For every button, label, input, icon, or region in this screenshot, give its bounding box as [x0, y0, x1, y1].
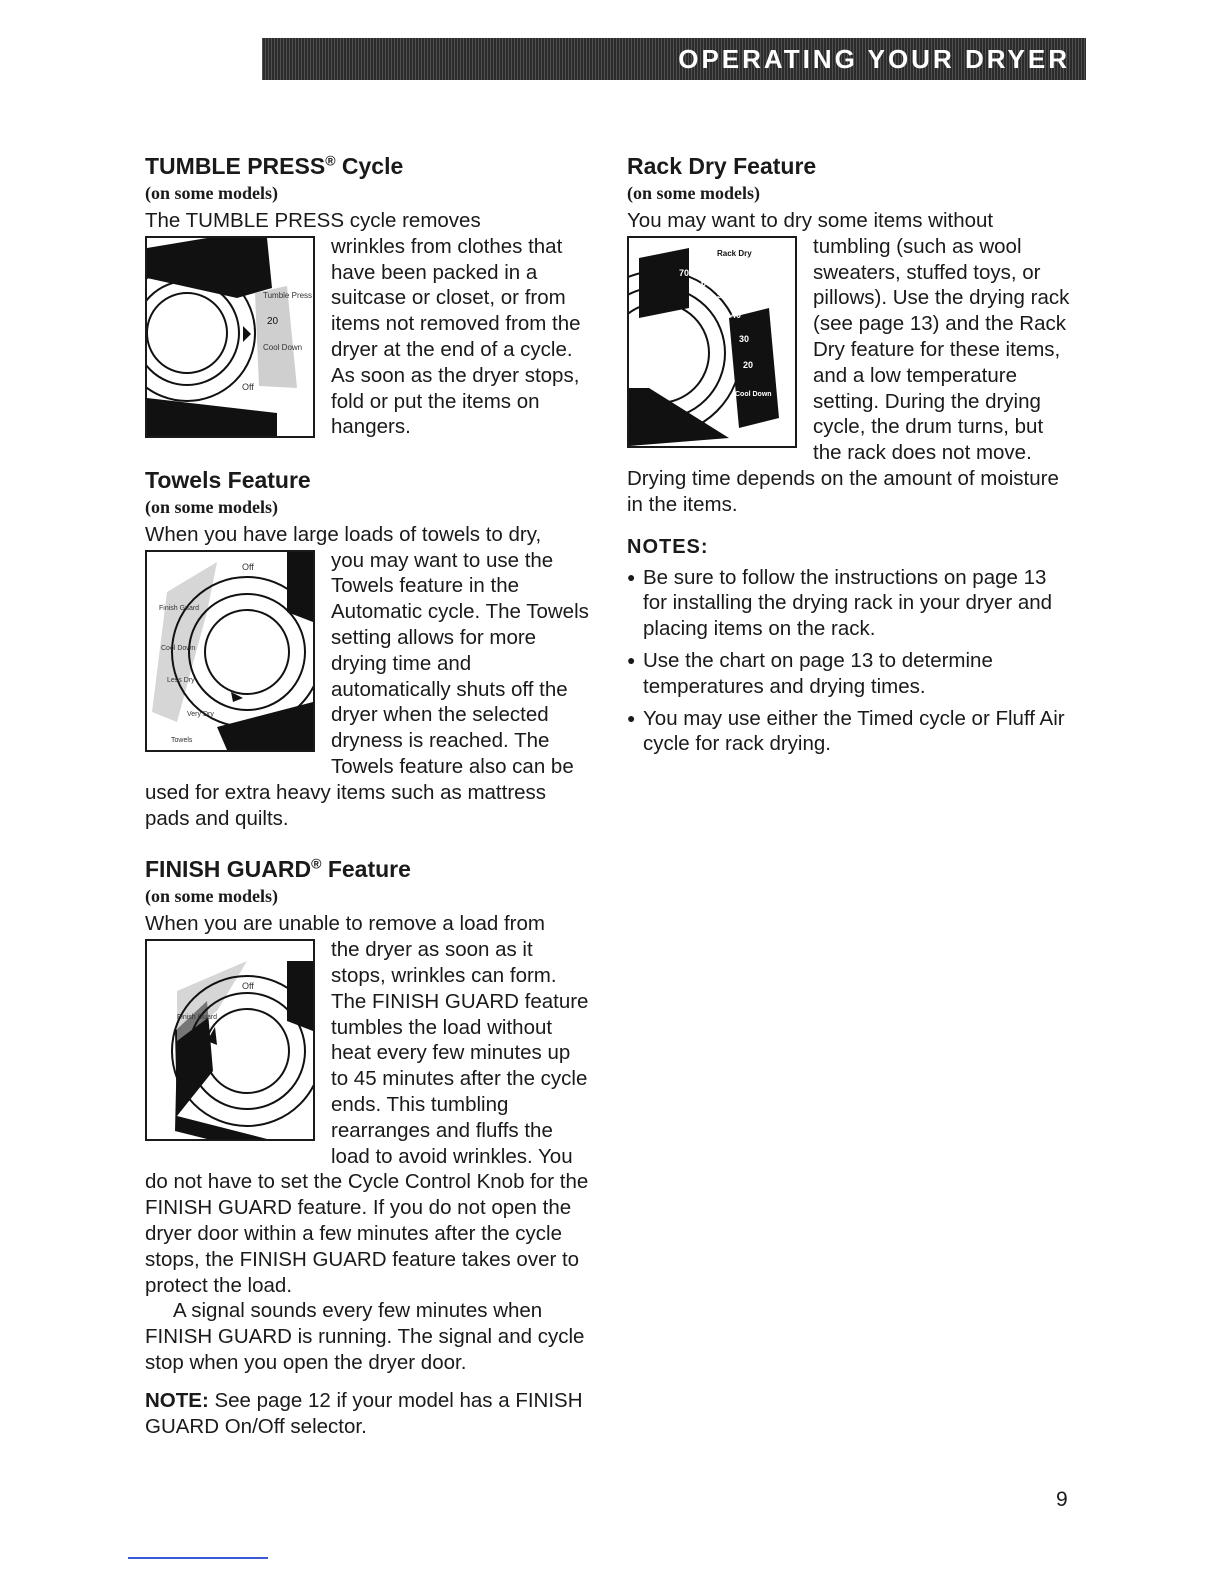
tumble-press-body: wrinkles from clothes that have been packed in a suitcase or closet, or from items not removed from the dryer at the end of a cycle. As soon as the dryer stops, fold or put the items on hangers. [331, 234, 581, 439]
bullet-icon: ● [627, 651, 636, 668]
dial-label-40: 40 [731, 309, 742, 320]
finish-guard-dial-illustration [145, 939, 315, 1141]
dial-label-off: Off [721, 412, 733, 422]
dial-label-very-dry: Very Dry [187, 710, 214, 718]
tumble-press-section [145, 150, 590, 442]
tumble-press-lead: The TUMBLE PRESS cycle removes [145, 209, 481, 232]
dial-label-70: 70 [679, 267, 690, 278]
tumble-press-subtitle: (on some models) [145, 183, 278, 203]
dial-label-20: 20 [743, 359, 754, 370]
note-item: ● Use the chart on page 13 to determine temperatures and drying times. [627, 648, 993, 698]
finish-guard-lead: When you are unable to remove a load from [145, 912, 545, 936]
dial-label-off: Off [242, 561, 254, 572]
tumble-press-dial-illustration [145, 236, 315, 438]
dial-label-off: Off [242, 381, 254, 392]
dial-label-cool-down: Cool Down [161, 644, 196, 652]
bullet-icon: ● [627, 709, 636, 726]
note-label: NOTE: [145, 1388, 209, 1412]
finish-guard-title: FINISH GUARD® Feature [145, 855, 411, 883]
towels-dial-illustration [145, 550, 315, 752]
rack-dry-section [627, 150, 1072, 757]
dial-label-finish-guard: Finish Guard [177, 1014, 218, 1022]
page-number: 9 [1056, 1488, 1068, 1511]
finish-guard-section [145, 853, 590, 1439]
dial-label-finish-guard: Finish Guard [159, 604, 200, 612]
left-column [145, 150, 590, 1461]
dial-label-cool-down: Cool Down [735, 390, 772, 398]
tumble-press-title: TUMBLE PRESS® Cycle [145, 152, 404, 179]
bullet-icon: ● [627, 568, 636, 585]
banner-title: OPERATING YOUR DRYER [678, 43, 1070, 74]
dial-label-towels: Towels [171, 736, 193, 744]
dial-label-60: 60 [701, 277, 712, 288]
dial-label-less-dry: Less Dry [167, 676, 195, 684]
towels-lead: When you have large loads of towels to dry, [145, 522, 542, 546]
towels-title: Towels Feature [145, 466, 311, 493]
towels-body: you may want to use the Towels feature in the Automatic cycle. The Towels setting allows for more drying time and automatically shuts off the dryer when the selected dryness is reached. The Towels feature also can be used for extra heavy items such as mattress pads and quilts. [145, 548, 589, 830]
notes-list [627, 565, 1072, 758]
finish-guard-subtitle: (on some models) [145, 886, 278, 907]
section-banner [262, 38, 1086, 80]
dial-label-off: Off [242, 981, 254, 992]
rack-dry-dial-illustration [627, 236, 797, 448]
finish-guard-body: the dryer as soon as it stops, wrinkles can form. The FINISH GUARD feature tumbles the load without heat every few minutes up to 45 minutes after the cycle ends. This tumbling rearranges and fluffs the load to avoid wrinkles. You do not have to set the Cycle Control Knob for the FINISH GUARD feature. If you do not open the dryer door within a few minutes after the cycle stops, the FINISH GUARD feature takes over to protect the load. [145, 938, 589, 1297]
rack-dry-title: Rack Dry Feature [627, 153, 817, 179]
note-text: See page 12 if your model has a FINISH GUARD On/Off selector. [145, 1388, 583, 1438]
note-item: ● You may use either the Timed cycle or Fluff Air cycle for rack drying. [627, 706, 1065, 756]
right-column [627, 150, 1072, 779]
towels-subtitle: (on some models) [145, 496, 278, 517]
towels-section [145, 464, 590, 832]
dial-label-rack-dry: Rack Dry [717, 248, 752, 258]
dial-label-50: 50 [717, 289, 728, 300]
rack-dry-lead: You may want to dry some items without [627, 209, 994, 232]
note-item: ● Be sure to follow the instructions on page 13 for installing the drying rack in your dryer and placing items on the rack. [627, 565, 1053, 641]
rack-dry-body: tumbling (such as wool sweaters, stuffed toys, or pillows). Use the drying rack (see page 13) and the Rack Dry feature for these items, and a low temperature setting. During the drying cycle, the drum turns, but the rack does not move. Drying time depends on the amount of moisture in the items. [627, 234, 1070, 516]
notes-heading: NOTES: [627, 535, 709, 558]
dial-label-30: 30 [739, 333, 750, 344]
finish-guard-signal-paragraph: A signal sounds every few minutes when FINISH GUARD is running. The signal and cycle stop when you open the dryer door. [145, 1299, 585, 1374]
dial-label-20: 20 [267, 315, 279, 327]
rack-dry-subtitle: (on some models) [627, 183, 760, 203]
footer-rule [128, 1557, 268, 1559]
dial-label-tumble-press: Tumble Press [263, 290, 313, 300]
finish-guard-note [145, 1388, 590, 1440]
dial-label-cool-down: Cool Down [263, 342, 303, 352]
